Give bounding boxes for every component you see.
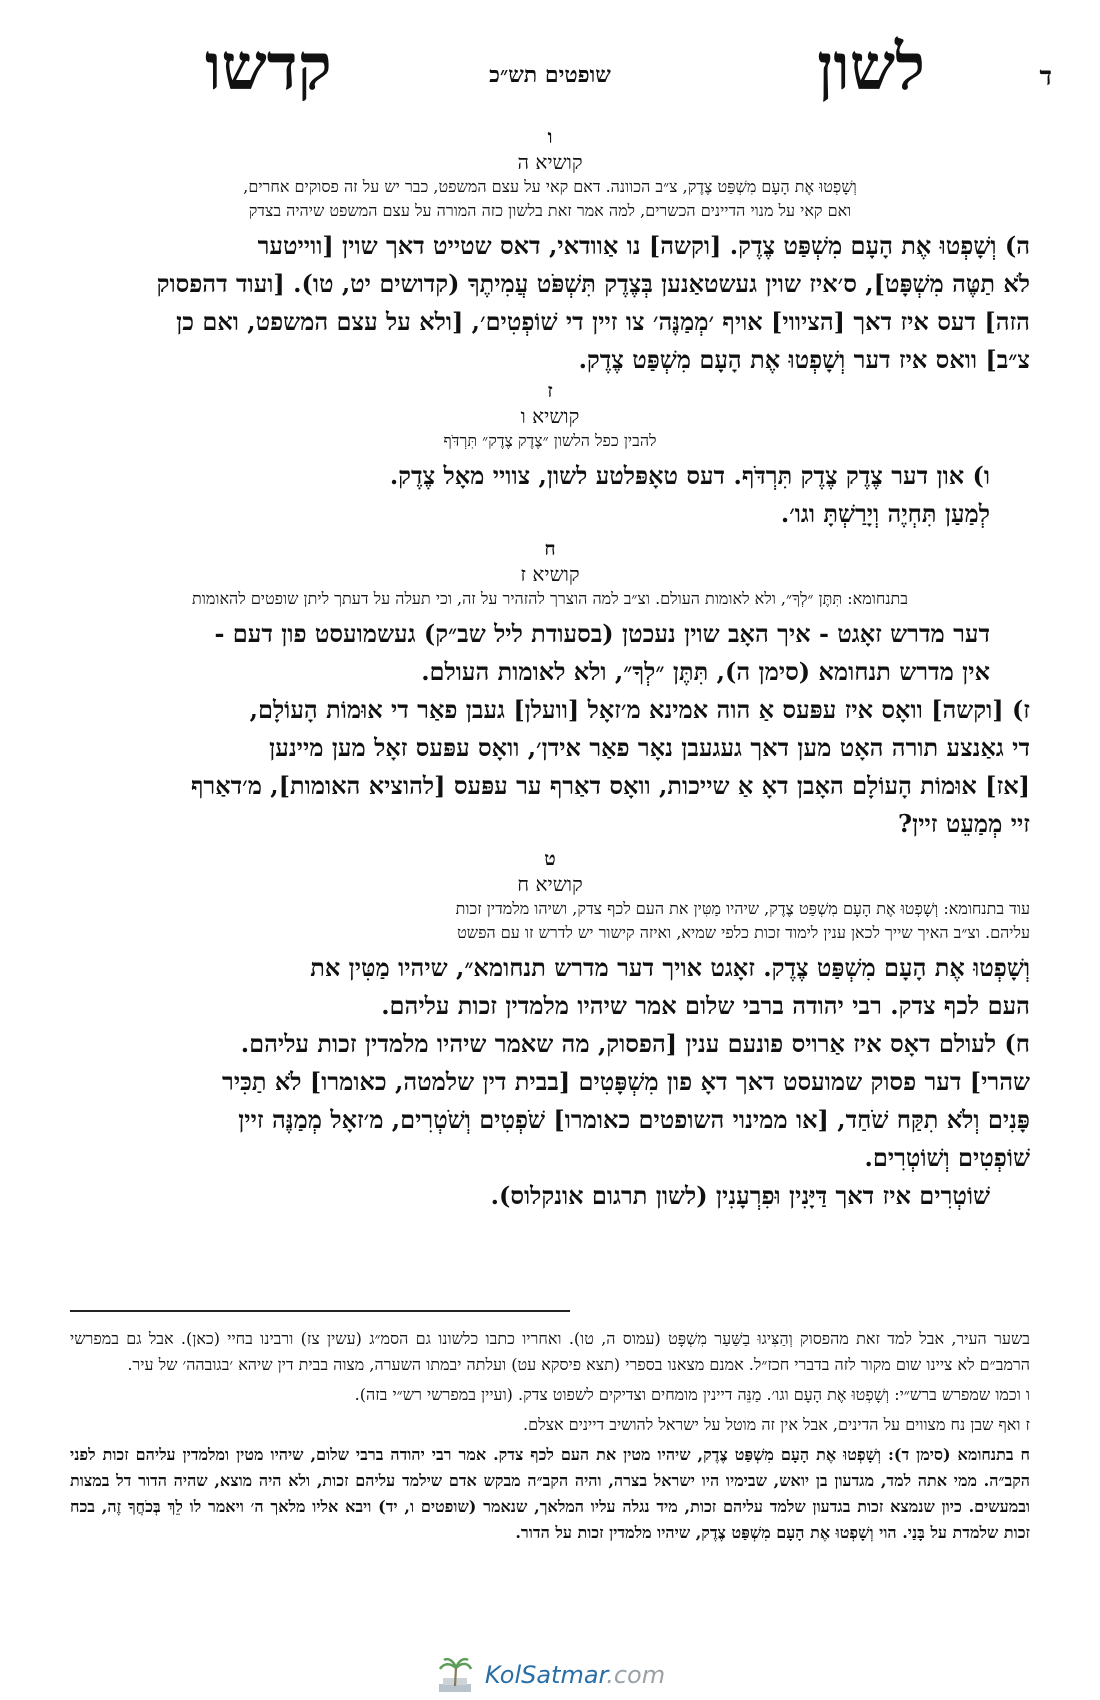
running-title-middle: שופטים תש״כ	[489, 62, 611, 88]
body-line: ח) לעולם דאָס איז אַרויס פונעם ענין [הפסוק, מה שאמר שיהיו מלמדין זכות עליהם.	[240, 1029, 1030, 1058]
body-line: אין מדרש תנחומא (סימן ה), תִּתֶּן ״לְךָ״, ולא לאומות העולם.	[421, 657, 990, 686]
body-line: וְשָׁפְטוּ אֶת הָעָם מִשְׁפַּט צֶדֶק. זאָגט אויך דער מדרש תנחומא״, שיהיו מַטִּין את	[310, 953, 1030, 982]
question-title: קושיא ו	[520, 404, 580, 428]
body-paragraph	[70, 1177, 1030, 1215]
body-line: לְמַעַן תִּחְיֶה וְיָרַשְׁתָּ וגו׳.	[780, 499, 990, 528]
footnote-divider	[70, 1310, 570, 1312]
footnote: ח בתנחומא (סימן ד): וְשָׁפְטוּ אֶת הָעָם מִשְׁפַּט צֶדֶק, שיהיו מטין את העם לכף צדק. אמר רבי יהודה ברבי שלום, שיהיו מטין ומלמדין עליהם זכות לפני הקב״ה. ממי אתה למד, מגדעון בן יואש, שבימיו היו ישראל בצרה, והיה הקב״ה מבקש אדם שילמד עליהם זכות, ולא היה מוצא, שהיה הדור דל במצות ובמעשים. כיון שנמצא זכות בגדעון שלמד עליהם זכות, מיד נגלה עליו המלאך, שנאמר (שופטים ו, יד) ויבא אליו מלאך ה׳ ויאמר לו לֵךְ בְּכֹחֲךָ זֶה, בכח זכות שלמדת על בָּנַי. הוי וְשָׁפְטוּ אֶת הָעָם מִשְׁפַּט צֶדֶק, שיהיו מלמדין זכות על הדור.	[70, 1445, 1030, 1542]
intro-line: עליהם. וצ״ב האיך שייך לכאן ענין לימוד זכות כלפי שמיא, ואיזה קישור יש לדרש זו עם הפשט	[457, 923, 1030, 942]
question-intro	[70, 175, 1030, 223]
body-line: לֹא תַטֶּה מִשְׁפָּט], ס׳איז שוין געשטאַנען בְּצֶדֶק תִּשְׁפֹּט עֲמִיתֶךָ (קדושים יט, טו). [ועוד דהפסוק	[156, 269, 1030, 298]
body-line: ה) וְשָׁפְטוּ אֶת הָעָם מִשְׁפַּט צֶדֶק. [וקשה] נו אַוודאי, דאס שטייט דאך שוין [ווייטער	[257, 231, 1030, 260]
footnote: ו וכמו שמפרש ברש״י: וְשָׁפְטוּ אֶת הָעָם וגו׳. מַנֵּה דיינין מומחים וצדיקים לשפוט צדק. (ועיין במפרשי רש״י בזה).	[354, 1385, 1030, 1404]
body-line: שׁוֹטְרִים איז דאך דַּיָּנִין וּפִרְעָנִין (לשון תרגום אונקלוס).	[490, 1181, 990, 1210]
body-line: [אז] אוּמוֹת הָעוֹלָם האָבן דאָ אַ שייכות, וואָס דאַרף ער עפּעס [להוציא האומות], מ׳דאַרף	[190, 771, 1030, 800]
footnotes	[70, 1326, 1030, 1550]
body-paragraph	[70, 615, 1030, 691]
body-line: שהרי] דער פסוק שמועסט דאך דאָ פון מִשְׁפָּטִים [בבית דין שלמטה, כאומרו] לֹא תַכִּיר	[222, 1067, 1030, 1096]
question-intro: בתנחומא: תִּתֶּן ״לְךָ״, ולא לאומות העולם. וצ״ב למה הוצרך להזהיר על זה, וכי תעלה על דעתך ליתן שופטים להאומות	[192, 589, 908, 608]
watermark-text	[485, 1661, 665, 1689]
body-line: זיי מְמַעֵט זיין?	[898, 809, 1030, 838]
watermark-brand: KolSatmar	[484, 1661, 607, 1689]
intro-line: ואם קאי על מנוי הדיינים הכשרים, למה אמר זאת בלשון כזה המורה על עצם המשפט שיהיה בצדק	[248, 201, 852, 220]
body-line: העם לכף צדק. רבי יהודה ברבי שלום אמר שיהיו מלמדין זכות עליהם.	[381, 991, 1030, 1020]
section-letter: ז	[547, 380, 553, 402]
body-paragraph	[70, 949, 1030, 1025]
body-line: די גאַנצע תורה האָט מען דאך געגעבן נאָר פאַר אידן׳, וואָס עפּעס זאָל מען מיינען	[269, 733, 1030, 762]
section-letter: ו	[547, 126, 553, 148]
body-line: הזה] דעס איז דאך [הציווי] אויף ׳מְמַנֶּה׳ צו זיין די שׁוֹפְטִים׳, [ולא על עצם המשפט, ואם כן	[176, 307, 1030, 336]
palm-tree-icon	[435, 1656, 475, 1694]
body-line: ו) און דער צֶדֶק צֶדֶק תִּרְדֹּף. דעס טאָפּלטע לשון, צוויי מאָל צֶדֶק.	[389, 461, 990, 490]
footnote: ז ואף שבן נח מצווים על הדינים, אבל אין זה מוטל על ישראל להושיב דיינים אצלם.	[523, 1415, 1030, 1434]
section-letter: ט	[544, 848, 556, 870]
question-title: קושיא ח	[517, 872, 583, 896]
intro-line: עוד בתנחומא: וְשָׁפְטוּ אֶת הָעָם מִשְׁפַּט צֶדֶק, שיהיו מַטִּין את העם לכף צדק, ושיהו מלמדין זכות	[455, 899, 1030, 918]
question-title: קושיא ז	[520, 562, 580, 586]
body-paragraph	[70, 1025, 1030, 1177]
page-number: ד	[1039, 62, 1052, 92]
footnote: בשער העיר, אבל למד זאת מהפסוק וְהַצִּיגוּ בַשַּׁעַר מִשְׁפָּט (עמוס ה, טו). ואחריו כתבו כלשונו גם הסמ״ג (עשין צז) ורבינו בחיי (כאן). אבל גם במפרשי הרמב״ם לא ציינו שום מקור לזה בדברי חכז״ל. אמנם מצאנו בספרי (תצא פיסקא עט) ועלתה יבמתו השערה, מצוה בבית דין שיהא ׳בגובהה׳ של עיר.	[70, 1329, 1030, 1374]
body-line: שׁוֹפְטִים וְשׁוֹטְרִים.	[864, 1143, 1030, 1172]
body-line: פָּנִים וְלֹא תִקַּח שֹׁחַד, [או ממינוי השופטים כאומרו] שֹׁפְטִים וְשֹׁטְרִים, מ׳זאָל מְמַנֶּה זיין	[238, 1105, 1030, 1134]
body-line: ז) [וקשה] וואָס איז עפּעס אַ הוה אמינא מ׳זאָל [וועלן] געבן פאַר די אוּמוֹת הָעוֹלָם,	[249, 695, 1030, 724]
body-line: דער מדרש זאָגט - איך האָב שוין נעכטן (בסעודת ליל שב״ק) געשמועסט פון דעם -	[214, 619, 990, 648]
question-title: קושיא ה	[517, 150, 583, 174]
body-line: צ״ב] וואס איז דער וְשָׁפְטוּ אֶת הָעָם מִשְׁפַּט צֶדֶק.	[578, 345, 1030, 374]
section-letter: ח	[544, 538, 556, 560]
question-intro	[70, 897, 1030, 945]
body-paragraph	[70, 457, 1030, 533]
running-title-left: קדשו	[205, 30, 332, 105]
watermark	[0, 1656, 1100, 1696]
question-intro: להבין כפל הלשון ״צֶדֶק צֶדֶק״ תִּרְדֹּף	[443, 431, 657, 450]
body-paragraph	[70, 691, 1030, 843]
watermark-suffix: .com	[606, 1661, 666, 1689]
intro-line: וְשָׁפְטוּ אֶת הָעָם מִשְׁפַּט צֶדֶק, צ״ב הכוונה. דאם קאי על עצם המשפט, כבר יש על זה פסוקים אחרים,	[243, 177, 857, 196]
main-text	[70, 125, 1030, 1215]
running-title-right: לשון	[817, 30, 925, 105]
body-paragraph	[70, 227, 1030, 379]
